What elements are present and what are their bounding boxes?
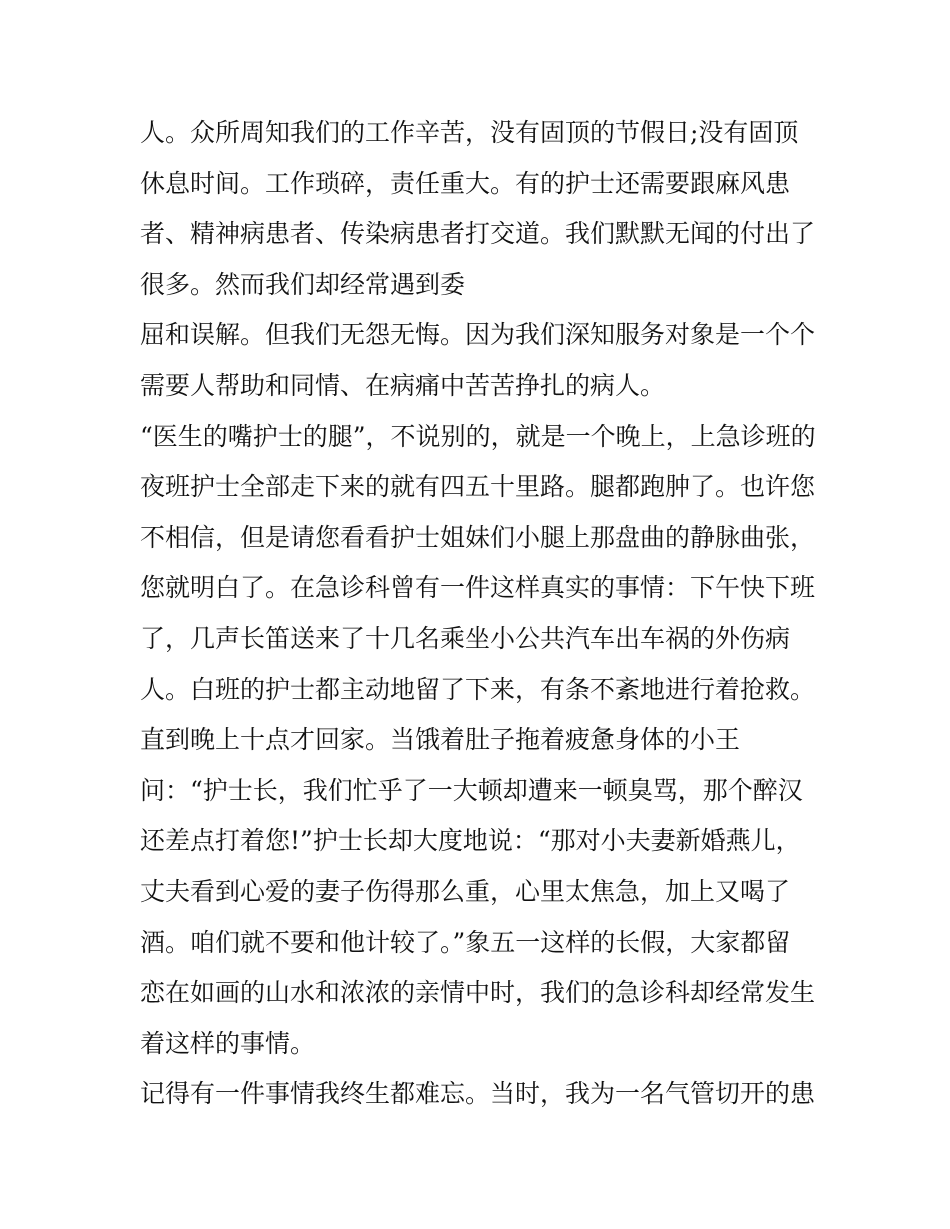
text-line: 人。白班的护士都主动地留了下来，有条不紊地进行着抢救。 xyxy=(140,674,816,704)
text-line: 直到晚上十点才回家。当饿着肚子拖着疲惫身体的小王 xyxy=(140,725,741,755)
text-line: 者、精神病患者、传染病患者打交道。我们默默无闻的付出了 xyxy=(140,219,816,249)
text-line: 屈和误解。但我们无怨无悔。因为我们深知服务对象是一个个 xyxy=(140,320,816,350)
text-line: 需要人帮助和同情、在病痛中苦苦挣扎的病人。 xyxy=(140,370,666,400)
text-line: 人。众所周知我们的工作辛苦，没有固顶的节假日;没有固顶 xyxy=(140,118,799,147)
text-line: 着这样的事情。 xyxy=(140,1028,316,1058)
text-line: 您就明白了。在急诊科曾有一件这样真实的事情：下午快下班 xyxy=(140,573,816,603)
text-line: 酒。咱们就不要和他计较了。”象五一这样的长假，大家都留 xyxy=(140,927,791,957)
text-line: 休息时间。工作琐碎，责任重大。有的护士还需要跟麻风患 xyxy=(140,168,791,198)
text-line: 不相信，但是请您看看护士姐妹们小腿上那盘曲的静脉曲张， xyxy=(140,522,816,552)
text-line: 记得有一件事情我终生都难忘。当时，我为一名气管切开的患 xyxy=(140,1079,816,1109)
text-line: 了，几声长笛送来了十几名乘坐小公共汽车出车祸的外伤病 xyxy=(140,623,791,653)
text-line: 很多。然而我们却经常遇到委 xyxy=(140,269,466,299)
text-line: 夜班护士全部走下来的就有四五十里路。腿都跑肿了。也许您 xyxy=(140,472,816,502)
text-line: 恋在如画的山水和浓浓的亲情中时，我们的急诊科却经常发生 xyxy=(140,978,816,1008)
text-line: “医生的嘴护士的腿”，不说别的，就是一个晚上，上急诊班的 xyxy=(140,421,816,451)
text-line: 还差点打着您!”护士长却大度地说：“那对小夫妻新婚燕儿， xyxy=(140,826,801,856)
text-line: 问：“护士长，我们忙乎了一大顿却遭来一顿臭骂，那个醉汉 xyxy=(140,775,803,805)
body-text xyxy=(140,108,820,1120)
text-line: 丈夫看到心爱的妻子伤得那么重，心里太焦急，加上又喝了 xyxy=(140,876,791,906)
